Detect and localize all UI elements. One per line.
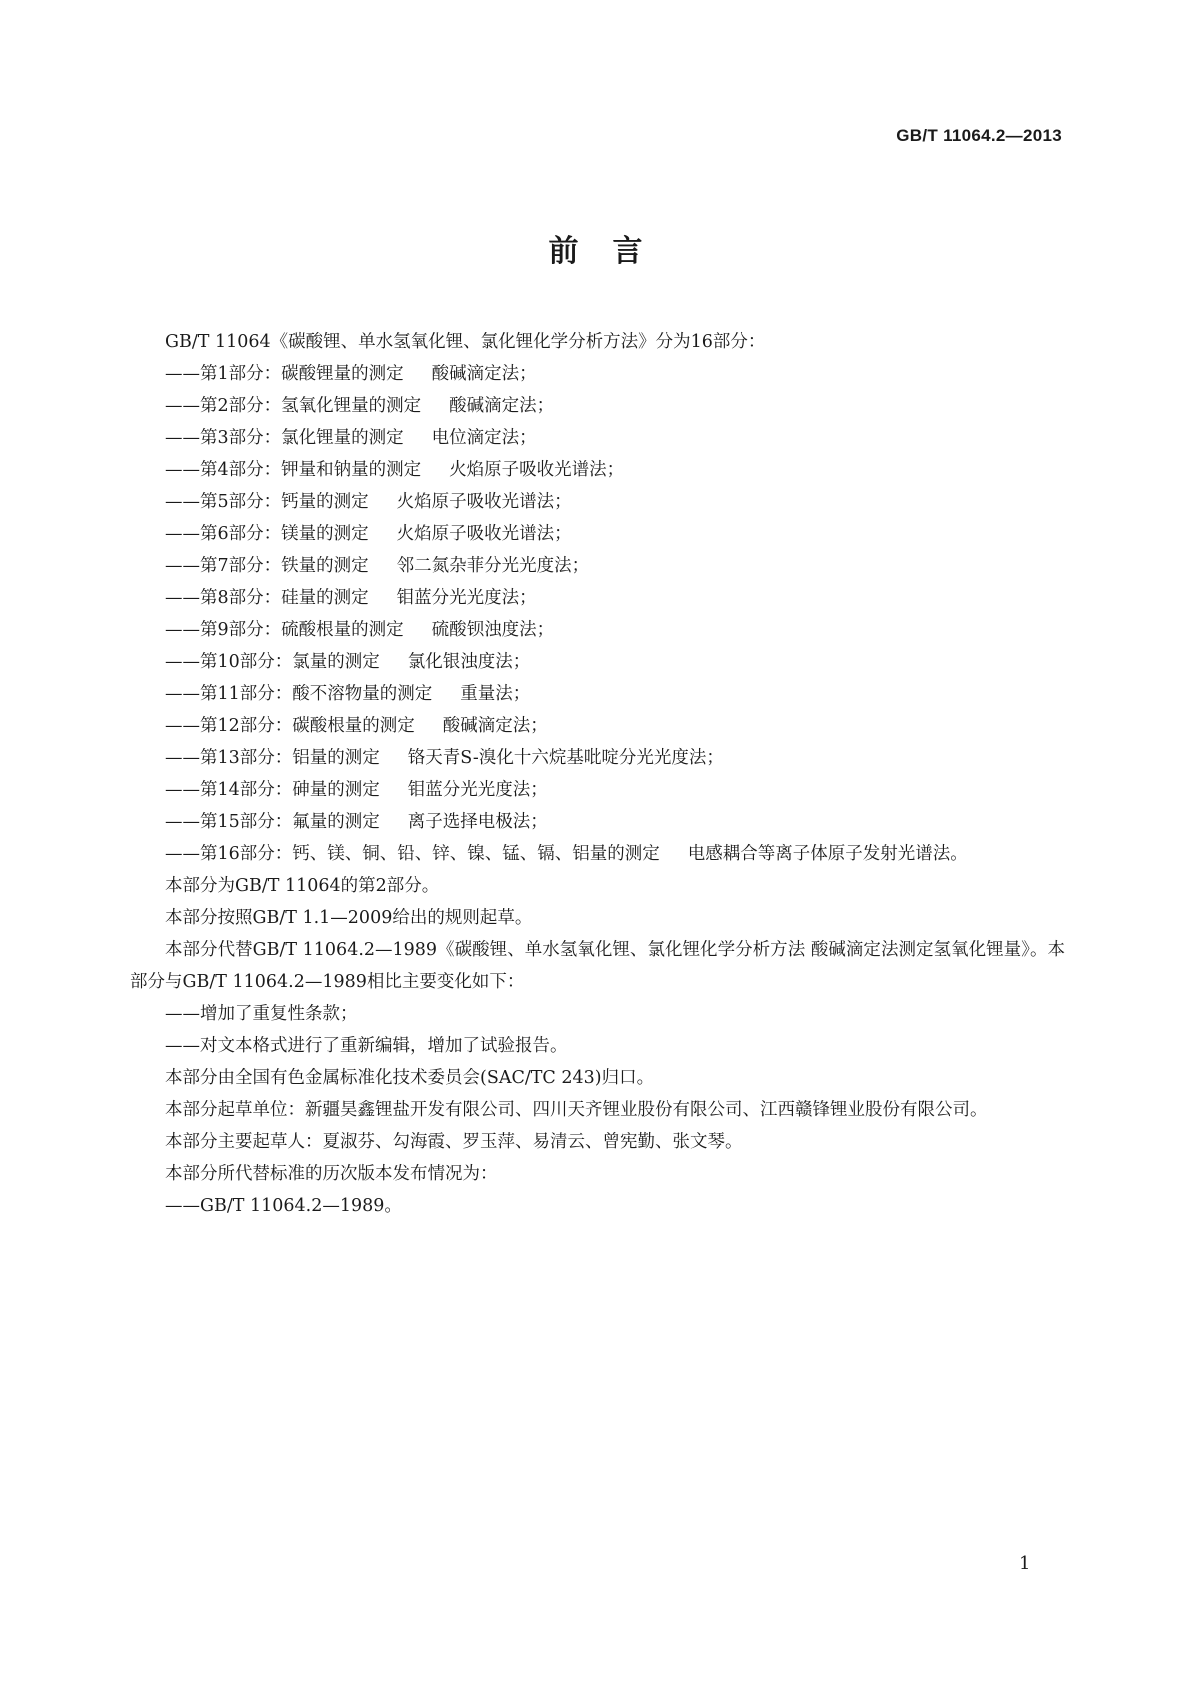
part-label: ——第12部分：碳酸根量的测定 [165,716,415,736]
drafting-units: 本部分起草单位：新疆昊鑫锂盐开发有限公司、四川天齐锂业股份有限公司、江西赣锋锂业股份有限公司。 [165,1100,988,1120]
part-label: ——第2部分：氢氧化锂量的测定 [165,396,422,416]
list-item [130,358,1065,390]
list-item [130,646,1065,678]
parts-list [130,358,1065,870]
part-method: 邻二氮杂菲分光光度法； [396,556,590,576]
part-method: 酸碱滴定法； [442,716,548,736]
part-label: ——第11部分：酸不溶物量的测定 [165,684,433,704]
page-title: 前言 [548,234,677,269]
list-item [130,838,1065,870]
part-method: 钼蓝分光光度法； [396,588,537,608]
list-item [130,678,1065,710]
history-item: ——GB/T 11064.2—1989。 [165,1196,402,1216]
standard-number: GB/T 11064.2—2013 [896,126,1062,145]
part-method: 硫酸钡浊度法； [431,620,555,640]
part-method: 离子选择电极法； [407,812,548,832]
foreword-body [130,326,1065,1222]
drafting-rules: 本部分按照GB/T 1.1—2009给出的规则起草。 [165,908,533,928]
list-item [130,742,1065,774]
replaces-statement: 本部分代替GB/T 11064.2—1989《碳酸锂、单水氢氧化锂、氯化锂化学分析方法 酸碱滴定法测定氢氧化锂量》。本部分与GB/T 11064.2—1989相比主要变化如下： [130,940,1065,992]
part-method: 火焰原子吸收光谱法； [396,524,572,544]
list-item [130,550,1065,582]
part-label: ——第13部分：铝量的测定 [165,748,380,768]
change-item: ——对文本格式进行了重新编辑，增加了试验报告。 [165,1036,568,1056]
part-label: ——第15部分：氟量的测定 [165,812,380,832]
list-item [130,614,1065,646]
part-label: ——第1部分：碳酸锂量的测定 [165,364,404,384]
part-statement: 本部分为GB/T 11064的第2部分。 [165,876,440,896]
list-item [130,774,1065,806]
list-item [130,582,1065,614]
list-item [130,806,1065,838]
series-intro: GB/T 11064《碳酸锂、单水氢氧化锂、氯化锂化学分析方法》分为16部分： [165,332,766,352]
part-label: ——第8部分：硅量的测定 [165,588,369,608]
part-label: ——第7部分：铁量的测定 [165,556,369,576]
part-label: ——第4部分：钾量和钠量的测定 [165,460,422,480]
part-label: ——第16部分：钙、镁、铜、铅、锌、镍、锰、镉、铝量的测定 [165,844,660,864]
drafters: 本部分主要起草人：夏淑芬、勾海霞、罗玉萍、易清云、曾宪勤、张文琴。 [165,1132,743,1152]
part-method: 火焰原子吸收光谱法； [396,492,572,512]
list-item [130,390,1065,422]
part-method: 电位滴定法； [431,428,537,448]
part-label: ——第14部分：砷量的测定 [165,780,380,800]
history-intro: 本部分所代替标准的历次版本发布情况为： [165,1164,498,1184]
part-method: 火焰原子吸收光谱法； [449,460,625,480]
part-method: 铬天青S-溴化十六烷基吡啶分光光度法； [407,748,724,768]
part-method: 酸碱滴定法； [431,364,537,384]
list-item [130,710,1065,742]
part-label: ——第5部分：钙量的测定 [165,492,369,512]
list-item [130,454,1065,486]
part-method: 酸碱滴定法； [449,396,555,416]
part-method: 重量法； [460,684,531,704]
part-label: ——第6部分：镁量的测定 [165,524,369,544]
part-method: 电感耦合等离子体原子发射光谱法。 [687,844,968,864]
committee-statement: 本部分由全国有色金属标准化技术委员会(SAC/TC 243)归口。 [165,1068,655,1088]
part-label: ——第9部分：硫酸根量的测定 [165,620,404,640]
list-item [130,486,1065,518]
part-label: ——第10部分：氯量的测定 [165,652,380,672]
part-method: 钼蓝分光光度法； [407,780,548,800]
list-item [130,518,1065,550]
part-method: 氯化银浊度法； [407,652,531,672]
change-item: ——增加了重复性条款； [165,1004,358,1024]
page-number: 1 [1019,1553,1031,1574]
part-label: ——第3部分：氯化锂量的测定 [165,428,404,448]
list-item [130,422,1065,454]
